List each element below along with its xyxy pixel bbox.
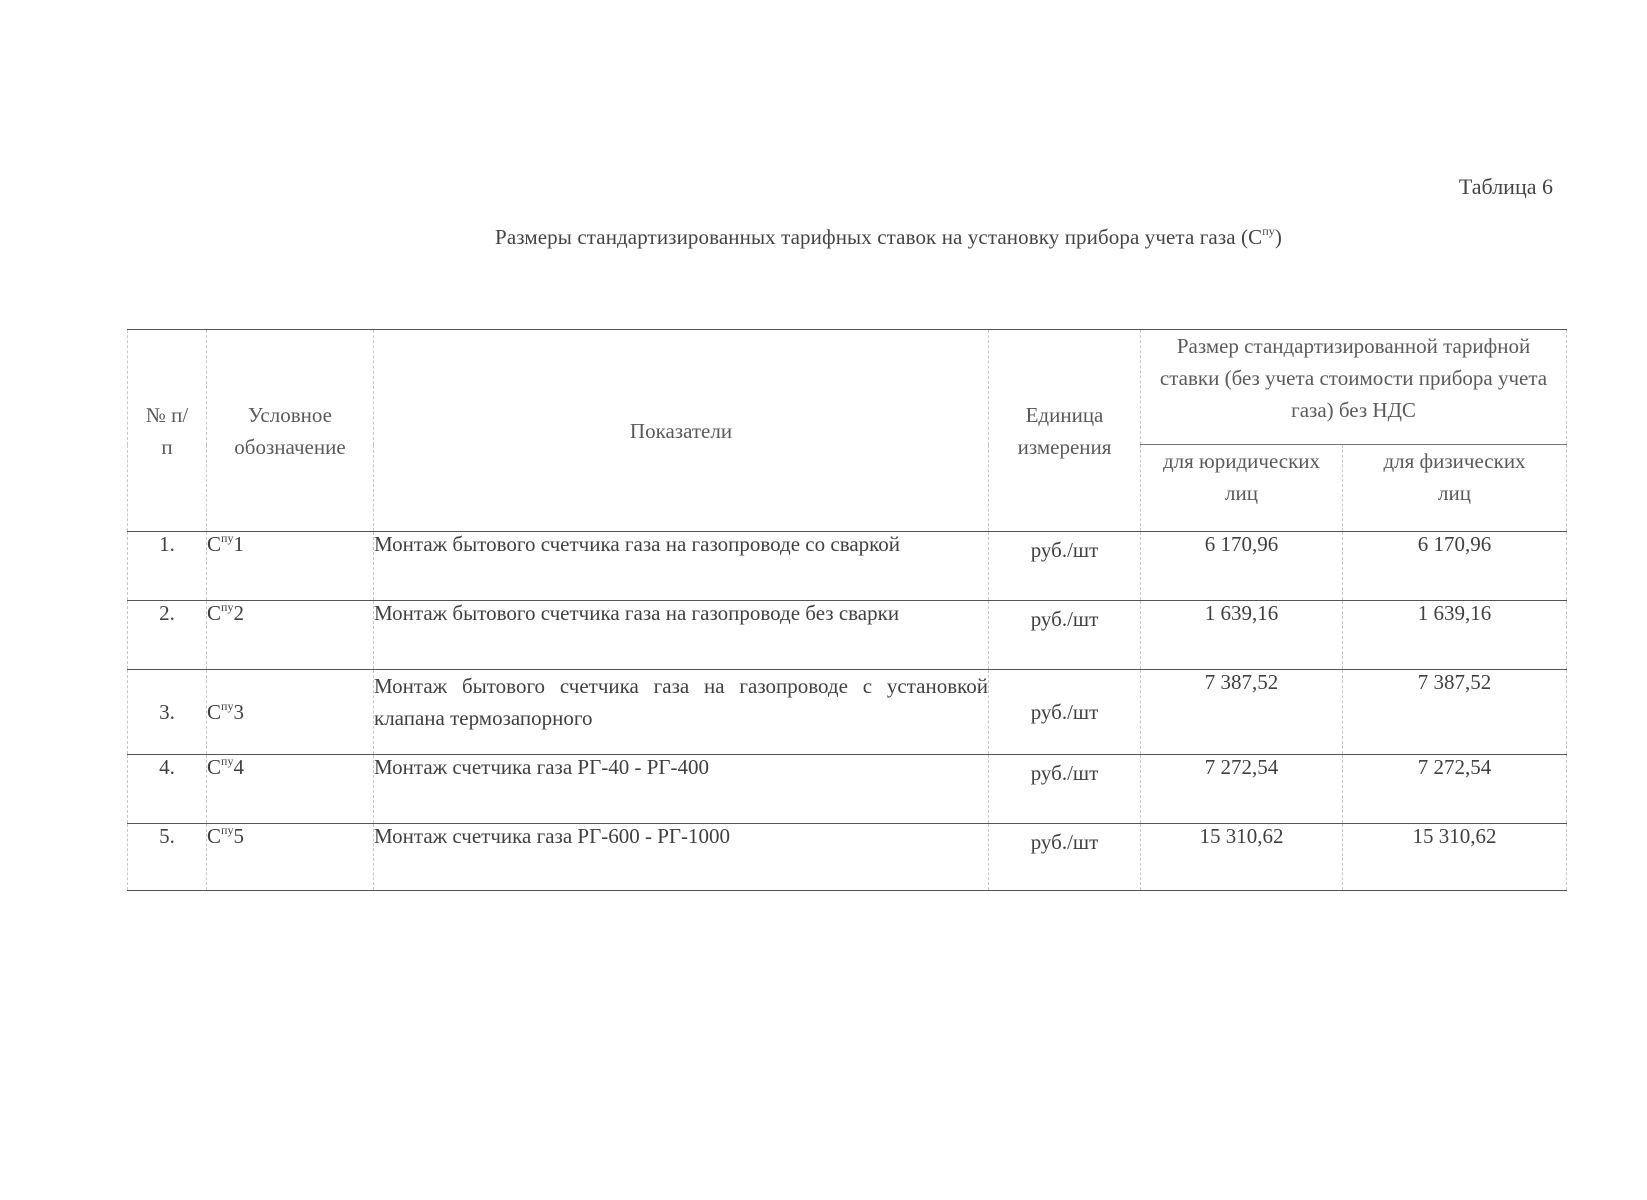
table-row xyxy=(128,601,1567,670)
header-rate: Размер стандартизированной тарифной ставки (без учета стоимости прибора учета газа) без НДС xyxy=(1141,330,1567,445)
row-num: 5. xyxy=(128,824,207,891)
title-text: Размеры стандартизированных тарифных ставок на установку прибора учета газа (С xyxy=(495,225,1263,249)
row-symbol: $С^{пу}5$ xyxy=(207,824,374,891)
table-row xyxy=(128,670,1567,755)
row-legal-rate: 6 170,96 xyxy=(1141,532,1343,601)
row-num: 2. xyxy=(128,601,207,670)
header-physical: для физических лиц xyxy=(1343,445,1567,532)
header-indicator: Показатели xyxy=(374,330,989,532)
header-unit: Единица измерения xyxy=(989,330,1141,532)
row-physical-rate: 7 387,52 xyxy=(1343,670,1567,755)
row-unit: руб./шт xyxy=(989,755,1141,824)
row-legal-rate: 15 310,62 xyxy=(1141,824,1343,891)
row-num: 1. xyxy=(128,532,207,601)
row-num: 3. xyxy=(128,670,207,755)
row-num: 4. xyxy=(128,755,207,824)
row-unit: руб./шт xyxy=(989,532,1141,601)
row-description: Монтаж бытового счетчика газа на газопроводе без сварки xyxy=(374,601,989,670)
row-symbol: $С^{пу}1$ xyxy=(207,532,374,601)
header-symbol: Условное обозначение xyxy=(207,330,374,532)
row-symbol: $С^{пу}2$ xyxy=(207,601,374,670)
row-legal-rate: 7 387,52 xyxy=(1141,670,1343,755)
row-symbol: $С^{пу}4$ xyxy=(207,755,374,824)
title-close: ) xyxy=(1274,225,1282,249)
row-physical-rate: 1 639,16 xyxy=(1343,601,1567,670)
document-title xyxy=(0,225,1647,250)
header-legal: для юридических лиц xyxy=(1141,445,1343,532)
row-symbol: $С^{пу}3$ xyxy=(207,670,374,755)
table-caption: Таблица 6 xyxy=(1458,174,1553,199)
row-legal-rate: 1 639,16 xyxy=(1141,601,1343,670)
table-row xyxy=(128,532,1567,601)
table-row xyxy=(128,755,1567,824)
table-row xyxy=(128,824,1567,891)
tariff-table xyxy=(127,329,1567,891)
row-legal-rate: 7 272,54 xyxy=(1141,755,1343,824)
row-physical-rate: 7 272,54 xyxy=(1343,755,1567,824)
row-unit: руб./шт xyxy=(989,670,1141,755)
row-physical-rate: 15 310,62 xyxy=(1343,824,1567,891)
title-superscript: пу xyxy=(1262,224,1275,238)
row-description: Монтаж бытового счетчика газа на газопроводе с установкой клапана термозапорного xyxy=(374,670,989,755)
row-unit: руб./шт xyxy=(989,601,1141,670)
row-description: Монтаж бытового счетчика газа на газопроводе со сваркой xyxy=(374,532,989,601)
row-description: Монтаж счетчика газа РГ-600 - РГ-1000 xyxy=(374,824,989,891)
row-physical-rate: 6 170,96 xyxy=(1343,532,1567,601)
header-num: № п/п xyxy=(128,330,207,532)
row-description: Монтаж счетчика газа РГ-40 - РГ-400 xyxy=(374,755,989,824)
row-unit: руб./шт xyxy=(989,824,1141,891)
